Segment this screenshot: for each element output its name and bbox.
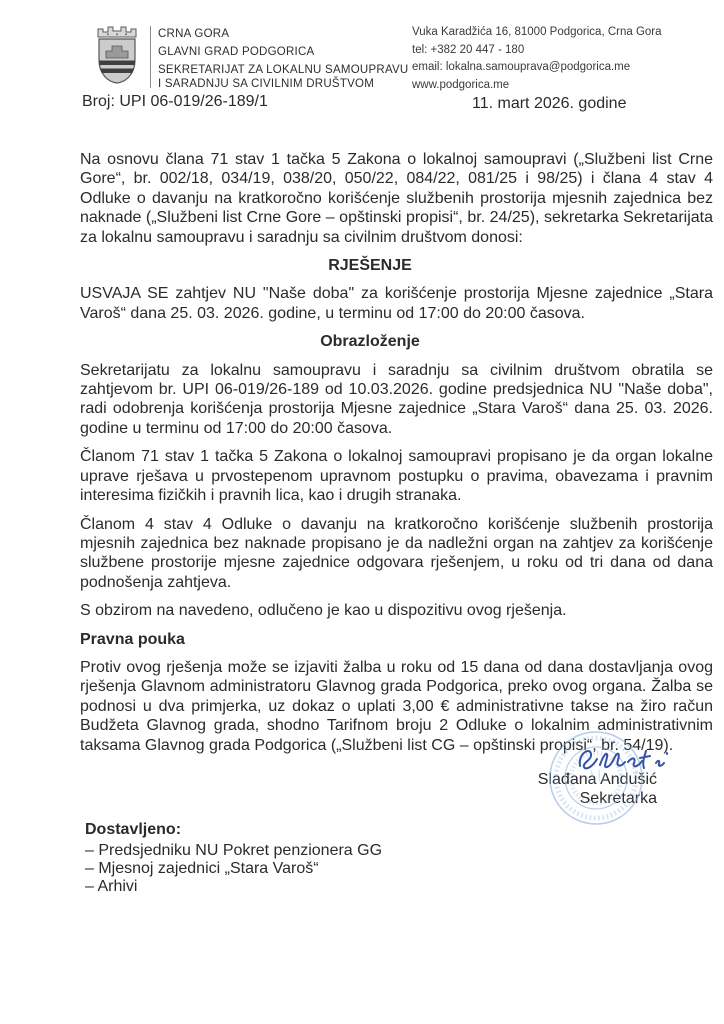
- delivery-item: – Predsjedniku NU Pokret penzionera GG: [85, 842, 383, 859]
- podgorica-coat-of-arms-icon: [94, 22, 140, 86]
- header-divider: [150, 26, 151, 88]
- legal-remedy-heading: Pravna pouka: [80, 630, 185, 648]
- case-number: Broj: UPI 06-019/26-189/1: [82, 93, 268, 110]
- intro-paragraph: Na osnovu člana 71 stav 1 tačka 5 Zakona o lokalnoj samoupravi („Službeni list Crne Gore“, br. 002/18, 034/19, 038/20, 050/22, 084/22, 081/25 i 98/25) i člana 4 stav 4 Odluke o davanju na kratkoročno korišćenje službenih prostorija mjesnih zajednica bez naknade („Službeni list Crne Gore – opštinski propisi“, br. 24/25), sekretarka Sekretarijata za lokalnu samoupravu i saradnju sa civilnim društvom donosi:: [80, 151, 713, 246]
- handwritten-signature-icon: [572, 744, 672, 776]
- issuing-authority-block: [158, 24, 408, 91]
- delivery-item: – Arhivi: [85, 878, 138, 895]
- signatory-title: Sekretarka: [579, 790, 657, 807]
- contact-address: Vuka Karadžića 16, 81000 Podgorica, Crna Gora: [412, 26, 662, 38]
- explanation-heading: Obrazloženje: [320, 333, 420, 351]
- explanation-paragraph: S obzirom na navedeno, odlučeno je kao u dispozitivu ovog rješenja.: [80, 602, 567, 620]
- decision-title: RJEŠENJE: [328, 257, 412, 275]
- delivery-heading: Dostavljeno:: [85, 821, 182, 838]
- delivery-item: – Mjesnoj zajednici „Stara Varoš“: [85, 860, 319, 877]
- contact-email: email: lokalna.samouprava@podgorica.me: [412, 61, 631, 73]
- document-date: 11. mart 2026. godine: [472, 95, 627, 112]
- org-city: GLAVNI GRAD PODGORICA: [158, 46, 315, 58]
- explanation-paragraph: Sekretarijatu za lokalnu samoupravu i saradnju sa civilnim društvom obratila se zahtjevom br. UPI 06-019/26-189 od 10.03.2026. godine predsjednica NU "Naše doba", radi odobrenja korišćenja prostorija Mjesne zajednice „Stara Varoš“ dana 25. 03. 2026. godine u terminu od 17:00 do 20:00 časova.: [80, 361, 713, 437]
- contact-phone: tel: +382 20 447 - 180: [412, 43, 525, 56]
- org-country: CRNA GORA: [158, 28, 230, 40]
- contact-block: [412, 25, 662, 95]
- org-secretariat-line1: SEKRETARIJAT ZA LOKALNU SAMOUPRAVU: [158, 64, 409, 76]
- explanation-paragraph: Članom 71 stav 1 tačka 5 Zakona o lokalnoj samoupravi propisano je da organ lokalne uprave rješava u prvostepenom upravnom postupku o pravima, obavezama i pravnim interesima fizičkih i pravnih lica, kao i drugih stranaka.: [80, 448, 713, 505]
- contact-website: www.podgorica.me: [412, 78, 510, 91]
- document-body: [80, 150, 713, 764]
- explanation-paragraph: Članom 4 stav 4 Odluke o davanju na kratkoročno korišćenje službenih prostorija mjesnih zajednica bez naknade propisano je da nadležni organ na zahtjev za korišćenje službene prostorije mjesne zajednice odgovara rješenjem, u roku od tri dana od dana podnošenja zahtjeva.: [80, 515, 713, 591]
- dispositive-paragraph: USVAJA SE zahtjev NU "Naše doba" za korišćenje prostorija Mjesne zajednice „Stara Varoš“ dana 25. 03. 2026. godine, u terminu od 17:00 do 20:00 časova.: [80, 285, 713, 322]
- delivery-section: [85, 820, 382, 896]
- org-secretariat-line2: I SARADNJU SA CIVILNIM DRUŠTVOM: [158, 78, 375, 90]
- legal-remedy-paragraph: Protiv ovog rješenja može se izjaviti žalba u roku od 15 dana od dana dostavljanja ovog rješenja Glavnom administratoru Glavnog grada Podgorica, preko ovog organa. Žalba se podnosi u dva primjerka, uz dokaz o uplati 3,00 € administrativne takse na žiro račun Budžeta Glavnog grada, shodno Tarifnom broju 2 Odluke o lokalnim administrativnim taksama Glavnog grada Podgorica („Službeni list CG – opštinski propisi“, br. 54/19).: [80, 658, 713, 754]
- signatory-name: Slađana Andušić: [537, 771, 657, 788]
